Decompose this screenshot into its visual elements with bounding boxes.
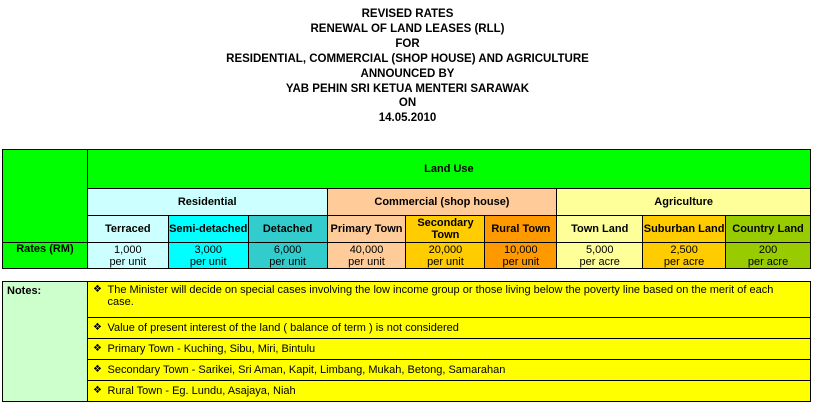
bullet-icon: ❖ [93, 385, 102, 396]
col-suburban-land: Suburban Land [643, 216, 726, 243]
note-item [87, 360, 811, 381]
rate-cell [168, 243, 248, 269]
note-item [87, 318, 811, 339]
col-primary-town: Primary Town [327, 216, 406, 243]
rate-cell [485, 243, 557, 269]
corner-cell [3, 150, 88, 243]
rate-unit: per acre [747, 255, 789, 268]
land-use-header: Land Use [87, 150, 810, 189]
col-detached: Detached [248, 216, 327, 243]
col-rural-town: Rural Town [485, 216, 557, 243]
title-line: FOR [395, 37, 420, 50]
bullet-icon: ❖ [93, 322, 102, 333]
note-text: Rural Town - Eg. Lundu, Asajaya, Niah [107, 385, 296, 397]
rate-amount: 3,000 [194, 243, 222, 256]
rate-amount: 200 [758, 243, 778, 256]
group-commercial: Commercial (shop house) [327, 189, 557, 216]
rate-unit: per unit [427, 255, 464, 268]
rate-cell [327, 243, 406, 269]
rate-cell [726, 243, 811, 269]
note-item [87, 339, 811, 360]
document-title [0, 7, 815, 126]
note-text: Value of present interest of the land ( balance of term ) is not considered [107, 322, 459, 334]
col-semi-detached: Semi-detached [168, 216, 248, 243]
title-line: ANNOUNCED BY [360, 67, 455, 80]
col-country-land: Country Land [726, 216, 811, 243]
col-secondary-town: Secondary Town [406, 216, 485, 243]
rate-amount: 6,000 [273, 243, 302, 256]
bullet-icon: ❖ [93, 343, 102, 354]
rate-amount: 40,000 [349, 243, 384, 256]
rates-row-label: Rates (RM) [3, 243, 88, 269]
title-line: RENEWAL OF LAND LEASES (RLL) [310, 22, 505, 35]
bullet-icon: ❖ [93, 284, 102, 295]
note-item [87, 282, 811, 318]
title-line: REVISED RATES [361, 8, 454, 20]
rate-cell [643, 243, 726, 269]
notes-table [2, 281, 811, 402]
rate-unit: per unit [348, 255, 385, 268]
rate-amount: 20,000 [428, 243, 463, 256]
rate-cell [557, 243, 643, 269]
note-text: The Minister will decide on special cases involving the low income group or those living below the poverty line based on the merit of each case. [107, 284, 774, 308]
rate-unit: per unit [502, 255, 540, 268]
rate-cell [406, 243, 485, 269]
rate-amount: 1,000 [114, 243, 142, 256]
rates-table [2, 149, 811, 269]
rate-cell [248, 243, 327, 269]
col-terraced: Terraced [87, 216, 168, 243]
note-text: Secondary Town - Sarikei, Sri Aman, Kapit, Limbang, Mukah, Betong, Samarahan [107, 364, 506, 376]
rate-unit: per unit [269, 255, 306, 268]
rate-unit: per acre [579, 255, 620, 268]
rate-unit: per acre [663, 255, 705, 268]
rate-cell [87, 243, 168, 269]
group-agriculture: Agriculture [557, 189, 811, 216]
bullet-icon: ❖ [93, 364, 102, 375]
rate-unit: per unit [109, 255, 147, 268]
title-line: YAB PEHIN SRI KETUA MENTERI SARAWAK [285, 82, 530, 95]
rate-amount: 10,000 [504, 243, 538, 256]
title-line: RESIDENTIAL, COMMERCIAL (SHOP HOUSE) AND AGRICULTURE [226, 52, 589, 65]
title-line: 14.05.2010 [378, 112, 437, 125]
title-line: ON [398, 97, 417, 110]
notes-label: Notes: [3, 282, 88, 402]
rate-unit: per unit [189, 255, 227, 268]
col-town-land: Town Land [557, 216, 643, 243]
note-text: Primary Town - Kuching, Sibu, Miri, Bintulu [107, 343, 316, 355]
group-residential: Residential [87, 189, 327, 216]
rate-amount: 5,000 [585, 243, 614, 256]
note-item [87, 381, 811, 402]
rate-amount: 2,500 [670, 243, 698, 256]
